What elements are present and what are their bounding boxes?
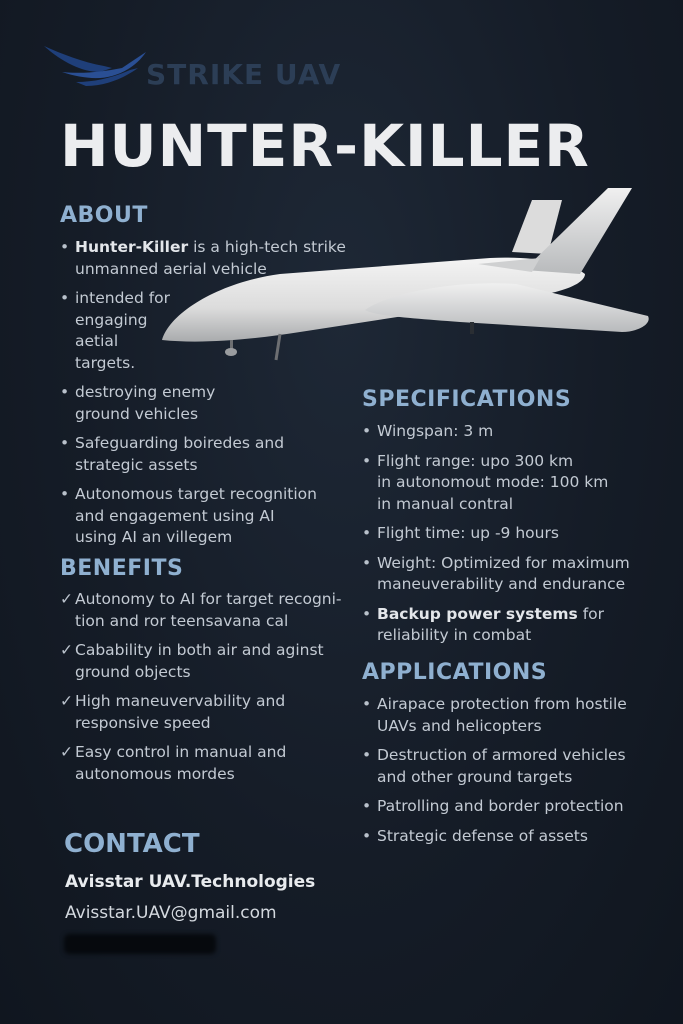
list-item: ✓ High maneuvervability and responsive speed: [60, 692, 286, 732]
list-item: • Patrolling and border protection: [362, 797, 624, 815]
list-item: • Strategic defense of assets: [362, 826, 588, 845]
list-item: • Destruction of armored vehicles and other ground targets: [362, 746, 626, 786]
benefits-list: [60, 589, 350, 793]
brand-name: STRIKE UAV: [146, 58, 342, 91]
list-item: • Wingspan: 3 m: [362, 422, 494, 440]
page-title: HUNTER-KILLER: [60, 112, 590, 180]
about-list: [60, 237, 350, 557]
applications-heading: APPLICATIONS: [362, 660, 548, 685]
list-item: ✓ Easy control in manual and autonomous mordes: [60, 743, 287, 783]
contact-heading: CONTACT: [64, 829, 200, 859]
list-item: • destroying enemy ground vehicles: [60, 383, 216, 423]
about-heading: ABOUT: [60, 203, 148, 228]
list-item: • Flight range: upo 300 km in autonomout mode: 100 km in manual contral: [362, 451, 609, 513]
list-item: • Weight: Optimized for maximum maneuverability and endurance: [362, 553, 630, 593]
benefits-heading: BENEFITS: [60, 556, 184, 581]
list-item: ✓ Cabability in both air and aginst ground objects: [60, 641, 324, 681]
redacted-phone: [64, 934, 216, 954]
list-item: • intended for engaging aetial targets.: [60, 289, 171, 372]
applications-list: [362, 694, 662, 855]
list-item: • Flight time: up -9 hours: [362, 524, 559, 542]
list-item: • Backup power systems for reliability in combat: [362, 604, 605, 644]
list-item: • Autonomous target recognition and engagement using AI using AI an villegem: [60, 485, 317, 546]
list-item: • Safeguarding boiredes and strategic assets: [60, 434, 285, 474]
specifications-list: [362, 421, 662, 655]
contact-email[interactable]: Avisstar.UAV@gmail.com: [65, 903, 277, 923]
specifications-heading: SPECIFICATIONS: [362, 387, 572, 412]
eagle-wings-icon: [42, 42, 152, 90]
list-item: • Airapace protection from hostile UAVs and helicopters: [362, 695, 627, 735]
list-item: • Hunter-Killer is a high-tech strike unmanned aerial vehicle: [60, 238, 346, 278]
list-item: ✓ Autonomy to AI for target recogni- tion and ror teensavana cal: [60, 590, 342, 630]
company-name: Avisstar UAV.Technologies: [65, 872, 316, 892]
